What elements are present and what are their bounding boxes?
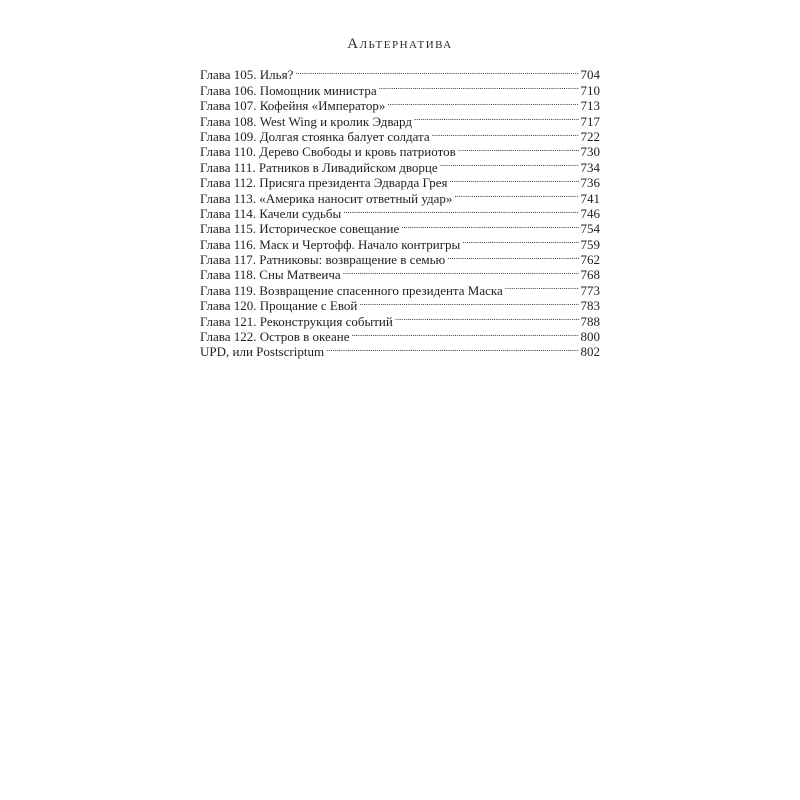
toc-entry-title: Глава 120. Прощание с Евой: [200, 298, 358, 314]
toc-entry-page: 762: [580, 252, 600, 268]
toc-entry-page: 722: [580, 128, 600, 144]
toc-entry-page: 730: [580, 144, 600, 160]
toc-entry-title: Глава 119. Возвращение спасенного президента Маска: [200, 282, 503, 298]
toc-entry-title: UPD, или Postscriptum: [200, 344, 325, 360]
toc-entry-title: Глава 106. Помощник министра: [200, 82, 377, 98]
toc-entry-title: Глава 107. Кофейня «Император»: [200, 98, 386, 114]
dot-leader: [458, 141, 579, 156]
toc-entry-title: Глава 109. Долгая стоянка балует солдата: [200, 128, 430, 144]
toc-entry-page: 759: [580, 236, 600, 252]
toc-entry-page: 717: [580, 113, 600, 129]
toc-entry-title: Глава 111. Ратников в Ливадийском дворце: [200, 159, 438, 175]
toc-entry-title: Глава 110. Дерево Свободы и кровь патриотов: [200, 144, 456, 160]
toc-entry-page: 802: [580, 344, 600, 360]
toc-entry-page: 713: [580, 98, 600, 114]
dot-leader: [295, 64, 578, 79]
dot-leader: [387, 95, 578, 110]
toc-entry-title: Глава 114. Качели судьбы: [200, 205, 342, 221]
dot-leader: [401, 218, 578, 233]
toc-entry-page: 704: [580, 67, 600, 83]
toc-entry-title: Глава 108. West Wing и кролик Эдвард: [200, 113, 412, 129]
dot-leader: [449, 172, 578, 187]
toc-entry-page: 783: [580, 298, 600, 314]
dot-leader: [343, 264, 579, 279]
dot-leader: [351, 326, 578, 341]
toc-entry-title: Глава 112. Присяга президента Эдварда Грея: [200, 175, 448, 191]
toc-entry-title: Глава 116. Маск и Чертофф. Начало контригры: [200, 236, 461, 252]
dot-leader: [326, 341, 578, 356]
table-of-contents: [200, 64, 600, 360]
toc-entry: [200, 64, 600, 83]
running-head: Альтернатива: [347, 36, 453, 52]
dot-leader: [462, 233, 578, 248]
toc-entry-title: Глава 121. Реконструкция событий: [200, 313, 393, 329]
toc-entry-title: Глава 115. Историческое совещание: [200, 221, 400, 237]
toc-entry-page: 741: [580, 190, 600, 206]
toc-entry-page: 788: [580, 313, 600, 329]
toc-entry-page: 746: [580, 205, 600, 221]
toc-entry-title: Глава 105. Илья?: [200, 67, 294, 83]
dot-leader: [343, 203, 578, 218]
toc-entry-page: 800: [580, 329, 600, 345]
dot-leader: [505, 279, 579, 294]
toc-entry-title: Глава 117. Ратниковы: возвращение в семью: [200, 252, 446, 268]
dot-leader: [395, 310, 579, 325]
toc-entry-page: 736: [580, 175, 600, 191]
dot-leader: [432, 126, 579, 141]
toc-entry-page: 734: [580, 159, 600, 175]
dot-leader: [359, 295, 578, 310]
toc-entry-page: 710: [580, 82, 600, 98]
dot-leader: [454, 187, 578, 202]
dot-leader: [379, 79, 579, 94]
toc-entry-page: 768: [580, 267, 600, 283]
toc-entry-title: Глава 122. Остров в океане: [200, 329, 350, 345]
toc-entry-page: 773: [580, 282, 600, 298]
dot-leader: [414, 110, 579, 125]
dot-leader: [447, 249, 578, 264]
toc-entry-title: Глава 118. Сны Матвеича: [200, 267, 341, 283]
toc-entry-title: Глава 113. «Америка наносит ответный удар»: [200, 190, 453, 206]
toc-entry-page: 754: [580, 221, 600, 237]
dot-leader: [440, 156, 579, 171]
